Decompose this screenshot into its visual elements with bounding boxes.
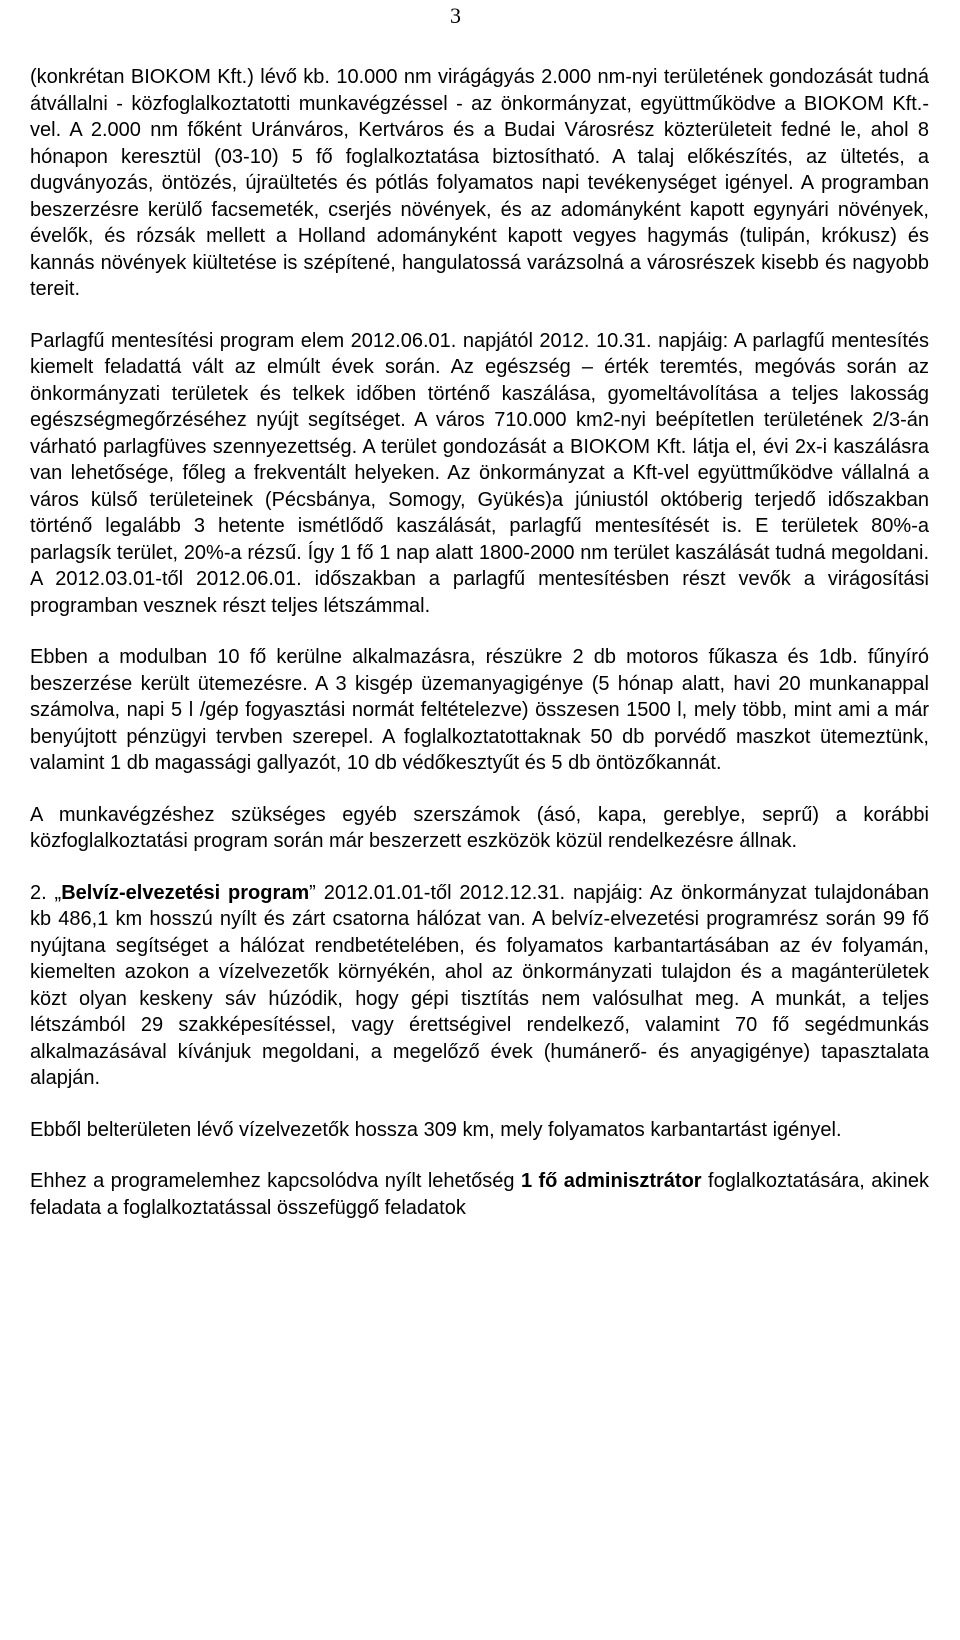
drainage-program-title: Belvíz-elvezetési program [61,881,310,904]
administrator-text: foglalkoztatására, akinek feladata a foglalkoztatással összefüggő feladatok [30,1170,930,1219]
paragraph-gap [30,1143,929,1168]
paragraph-flower-program: (konkrétan BIOKOM Kft.) lévő kb. 10.000 nm virágágyás 2.000 nm-nyi területének gondozását tudná átvállalni - közfoglalkoztatotti munkavégzéssel - az önkormányzat, együttműködve a BIOKOM Kft.-vel. A 2.000 nm főként Uránváros, Kertváros és a Budai Városrész közterületeit fedné le, ahol 8 hónapon keresztül (03-10) 5 fő foglalkoztatása biztosítható. A talaj előkészítés, az ültetés, a dugványozás, öntözés, újraültetés és pótlás folyamatos napi tevékenységet igényel. A programban beszerzésre kerülő facsemeték, cserjés növények, és az adományként kapott egynyári növények, évelők, és rózsák mellett a Holland adományként kapott vegyes hagymás (tulipán, krókusz) és kannás növények kiültetése is szépítené, hangulatossá varázsolná a városrészek kisebb és nagyobb tereit. [30,66,929,300]
paragraph-module-equipment: Ebben a modulban 10 fő kerülne alkalmazásra, részükre 2 db motoros fűkasza és 1db. fűnyíró beszerzése került ütemezésre. A 3 kisgép üzemanyagigénye (5 hónap alatt, havi 20 munkanappal számolva, napi 5 l /gép fogyasztási normát feltételezve) összesen 1500 l, mely több, mint ami a már benyújtott pénzügyi tervben szerepel. A foglalkoztatottaknak 50 db porvédő maszkot ütemeztünk, valamint 1 db magassági gallyazót, 10 db védőkesztyűt és 5 db öntözőkannát. [30,646,929,774]
paragraph-gap [30,619,929,644]
paragraph-gap [30,855,929,880]
paragraph-gap [30,777,929,802]
drainage-text: ” 2012.01.01-től 2012.12.31. napjáig: Az önkormányzat tulajdonában kb 486,1 km hosszú nyílt és zárt csatorna hálózat van. A belvíz-elvezetési programrész során 99 fő nyújtana segítséget a hálózat rendbetételében, és folyamatos karbantartásában az év folyamán, kiemelten azokon a vízelvezetők környékén, ahol az önkormányzati tulajdon és a magánterületek közt olyan keskeny sáv húzódik, hogy gépi tisztítás nem valósulhat meg. A munkát, a teljes létszámból 29 szakképesítéssel, vagy érettségivel rendelkező, valamint 70 fő segédmunkás alkalmazásával kívánjuk megoldani, a megelőző évek (humánerő- és anyagigénye) tapasztalata alapján. [30,881,929,1089]
administrator-highlight: 1 fő adminisztrátor [520,1170,702,1192]
paragraph-administrator [30,1168,929,1221]
paragraph-ragweed-program: Parlagfű mentesítési program elem 2012.06.01. napjától 2012. 10.31. napjáig: A parlagfű mentesítés kiemelt feladattá vált az elmúlt évek során. Az egészség – érték teremtés, megóvás során az önkormányzati területek és telkek időben történő kaszálása, gyomeltávolítása a teljes lakosság egészségmegőrzéséhez nyújt segítséget. A város 710.000 km2-nyi beépítetlen területének 2/3-án várható parlagfüves szennyezettség. A terület gondozását a BIOKOM Kft. látja el, évi 2x-i kaszálásra van lehetősége, főleg a frekventált helyeken. Az önkormányzat a Kft-vel együttműködve vállalná a város külső területeinek (Pécsbánya, Somogy, Gyükés)a júniustól októberig terjedő időszakban történő legalább 3 hetente ismétlődő kaszálását, parlagfű mentesítését is. E területek 80%-a parlagsík terület, 20%-a rézsű. Így 1 fő 1 nap alatt 1800-2000 nm terület kaszálását tudná megoldani. A 2012.03.01-től 2012.06.01. időszakban a parlagfű mentesítésben részt vevők a virágosítási programban vesznek részt teljes létszámmal. [30,329,929,617]
paragraph-gap [30,303,929,328]
page-number: 3 [450,3,461,28]
paragraph-inner-drainage: Ebből belterületen lévő vízelvezetők hossza 309 km, mely folyamatos karbantartást igényel. [30,1118,842,1141]
paragraph-gap [30,1092,929,1117]
paragraph-drainage-program [30,880,929,1092]
document-body [30,64,929,1221]
drainage-prefix: 2. „ [30,881,62,904]
administrator-prefix: Ehhez a programelemhez kapcsolódva nyílt lehetőség [30,1170,521,1192]
paragraph-tools: A munkavégzéshez szükséges egyéb szerszámok (ásó, kapa, gereblye, seprű) a korábbi közfoglalkoztatási program során már beszerzett eszközök közül rendelkezésre állnak. [30,803,929,852]
